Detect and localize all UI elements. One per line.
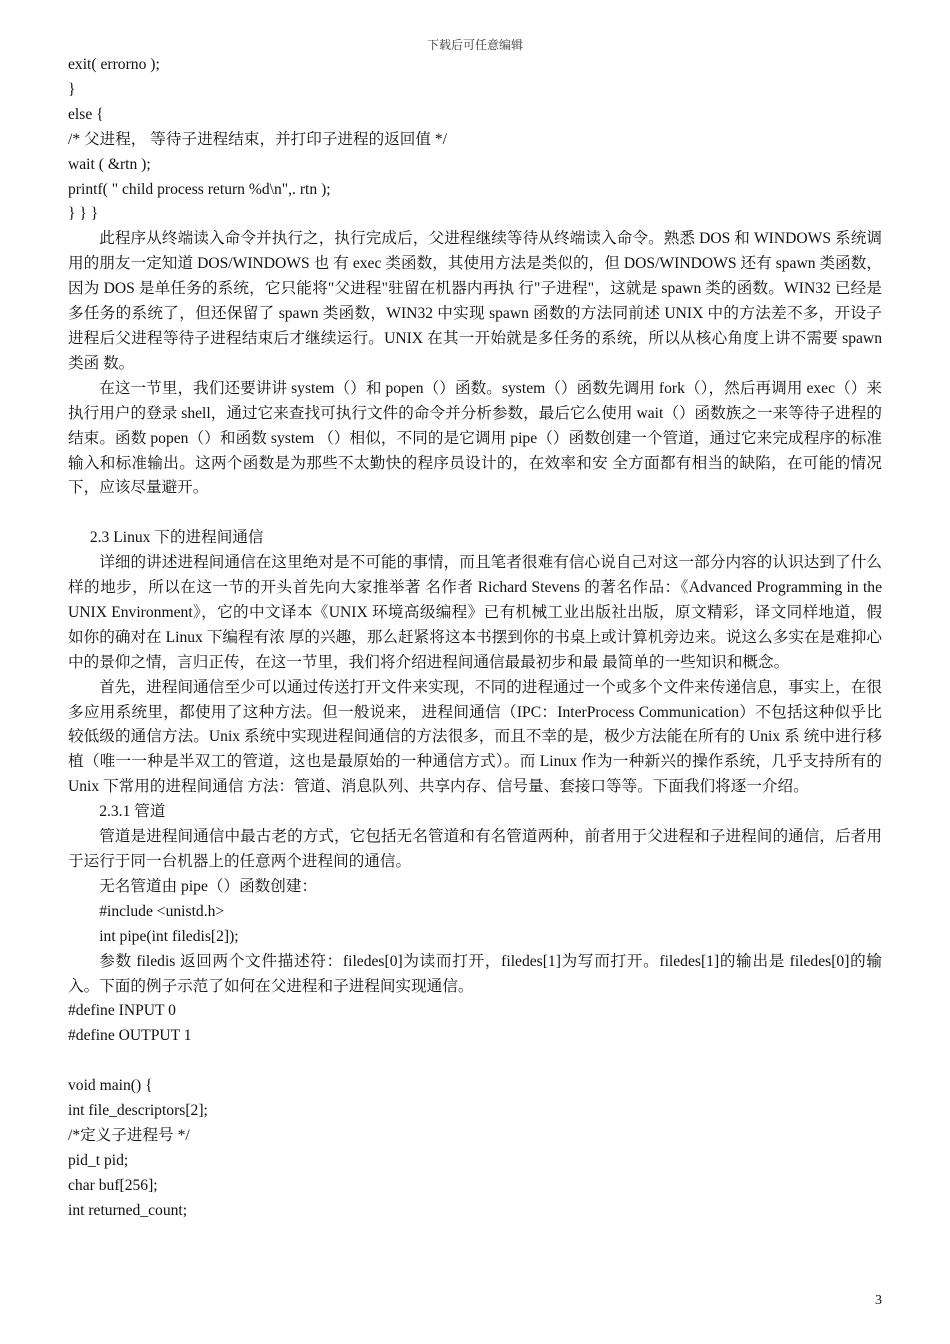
code-line: }	[68, 80, 76, 98]
code-comment-line: /* 父进程， 等待子进程结束，并打印子进程的返回值 */	[68, 130, 448, 148]
blank-line	[68, 501, 882, 526]
code-line: wait ( &rtn );	[68, 155, 151, 173]
code-pipe-signature: int pipe(int filedis[2]);	[99, 927, 239, 945]
code-include: #include <unistd.h>	[99, 902, 225, 920]
code-line: int returned_count;	[68, 1201, 188, 1219]
paragraph-ipc-methods: 首先，进程间通信至少可以通过传送打开文件来实现，不同的进程通过一个或多个文件来传递信息，事实上，在很多应用系统里，都使用了这种方法。但一般说来， 进程间通信（IPC：InterProcess Communication）不包括这种似乎比较低级的通信方法。Unix 系统中实现进程间通信的方法很多，而且不幸的是，极少方法能在所有的 Unix 系 统中进行移植（唯一一种是半双工的管道，这也是最原始的一种通信方式）。而 Linux 作为一种新兴的操作系统，几乎支持所有的 Unix 下常用的进程间通信 方法：管道、消息队列、共享内存、信号量、套接口等等。下面我们将逐一介绍。	[68, 678, 882, 796]
code-line: } } }	[68, 205, 99, 223]
code-line: pid_t pid;	[68, 1151, 129, 1169]
section-heading-2-3-1: 2.3.1 管道	[99, 803, 166, 821]
paragraph-pipe-intro: 管道是进程间通信中最古老的方式，它包括无名管道和有名管道两种，前者用于父进程和子进程间的通信，后者用于运行于同一台机器上的任意两个进程间的通信。	[68, 828, 882, 870]
document-body	[68, 53, 882, 1224]
paragraph-filedis: 参数 filedis 返回两个文件描述符：filedes[0]为读而打开，filedes[1]为写而打开。filedes[1]的输出是 filedes[0]的输入。下面的例子示范了如何在父进程和子进程间实现通信。	[68, 952, 882, 995]
code-line: printf( " child process return %d\n",. rtn );	[68, 180, 331, 198]
code-line: int file_descriptors[2];	[68, 1102, 208, 1120]
paragraph-system-popen: 在这一节里，我们还要讲讲 system（）和 popen（）函数。system（）函数先调用 fork（），然后再调用 exec（）来执行用户的登录 shell，通过它来查找可执行文件的命令并分析参数，最后它么使用 wait（）函数族之一来等待子进程的结束。函数 popen（）和函数 system （）相似，不同的是它调用 pipe（）函数创建一个管道，通过它来完成程序的标准输入和标准输出。这两个函数是为那些不太勤快的程序员设计的，在效率和安 全方面都有相当的缺陷，在可能的情况下，应该尽量避开。	[68, 379, 882, 497]
code-line: else {	[68, 105, 104, 123]
page-number: 3	[875, 1293, 882, 1308]
code-line: char buf[256];	[68, 1176, 158, 1194]
code-comment-line: /*定义子进程号 */	[68, 1126, 190, 1144]
code-line: void main() {	[68, 1077, 153, 1095]
code-line: #define OUTPUT 1	[68, 1027, 192, 1045]
paragraph-ipc-intro: 详细的讲述进程间通信在这里绝对是不可能的事情，而且笔者很难有信心说自己对这一部分内容的认识达到了什么样的地步，所以在这一节的开头首先向大家推举著 名作者 Richard Stevens 的著名作品：《Advanced Programming in the UNIX Environment》，它的中文译本《UNIX 环境高级编程》已有机械工业出版社出版，原文精彩，译文同样地道，假如你的确对在 Linux 下编程有浓 厚的兴趣，那么赶紧将这本书摆到你的书桌上或计算机旁边来。说这么多实在是难抑心中的景仰之情，言归正传，在这一节里，我们将介绍进程间通信最最初步和最 最简单的一些知识和概念。	[68, 554, 882, 671]
code-line: exit( errorno );	[68, 56, 160, 73]
page-header: 下载后可任意编辑	[426, 38, 523, 52]
blank-line	[68, 1049, 882, 1074]
code-line: #define INPUT 0	[68, 1002, 176, 1020]
paragraph-spawn: 此程序从终端读入命令并执行之，执行完成后，父进程继续等待从终端读入命令。熟悉 DOS 和 WINDOWS 系统调用的朋友一定知道 DOS/WINDOWS 也 有 exec 类函数，其使用方法是类似的，但 DOS/WINDOWS 还有 spawn 类函数，因为 DOS 是单任务的系统，它只能将"父进程"驻留在机器内再执 行"子进程"，这就是 spawn 类的函数。WIN32 已经是多任务的系统了，但还保留了 spawn 类函数，WIN32 中实现 spawn 函数的方法同前述 UNIX 中的方法差不多，开设子进程后父进程等待子进程结束后才继续运行。UNIX 在其一开始就是多任务的系统，所以从核心角度上讲不需要 spawn 类函 数。	[68, 230, 882, 372]
paragraph-pipe-create: 无名管道由 pipe（）函数创建：	[99, 877, 318, 895]
section-heading-2-3: 2.3 Linux 下的进程间通信	[89, 529, 264, 547]
